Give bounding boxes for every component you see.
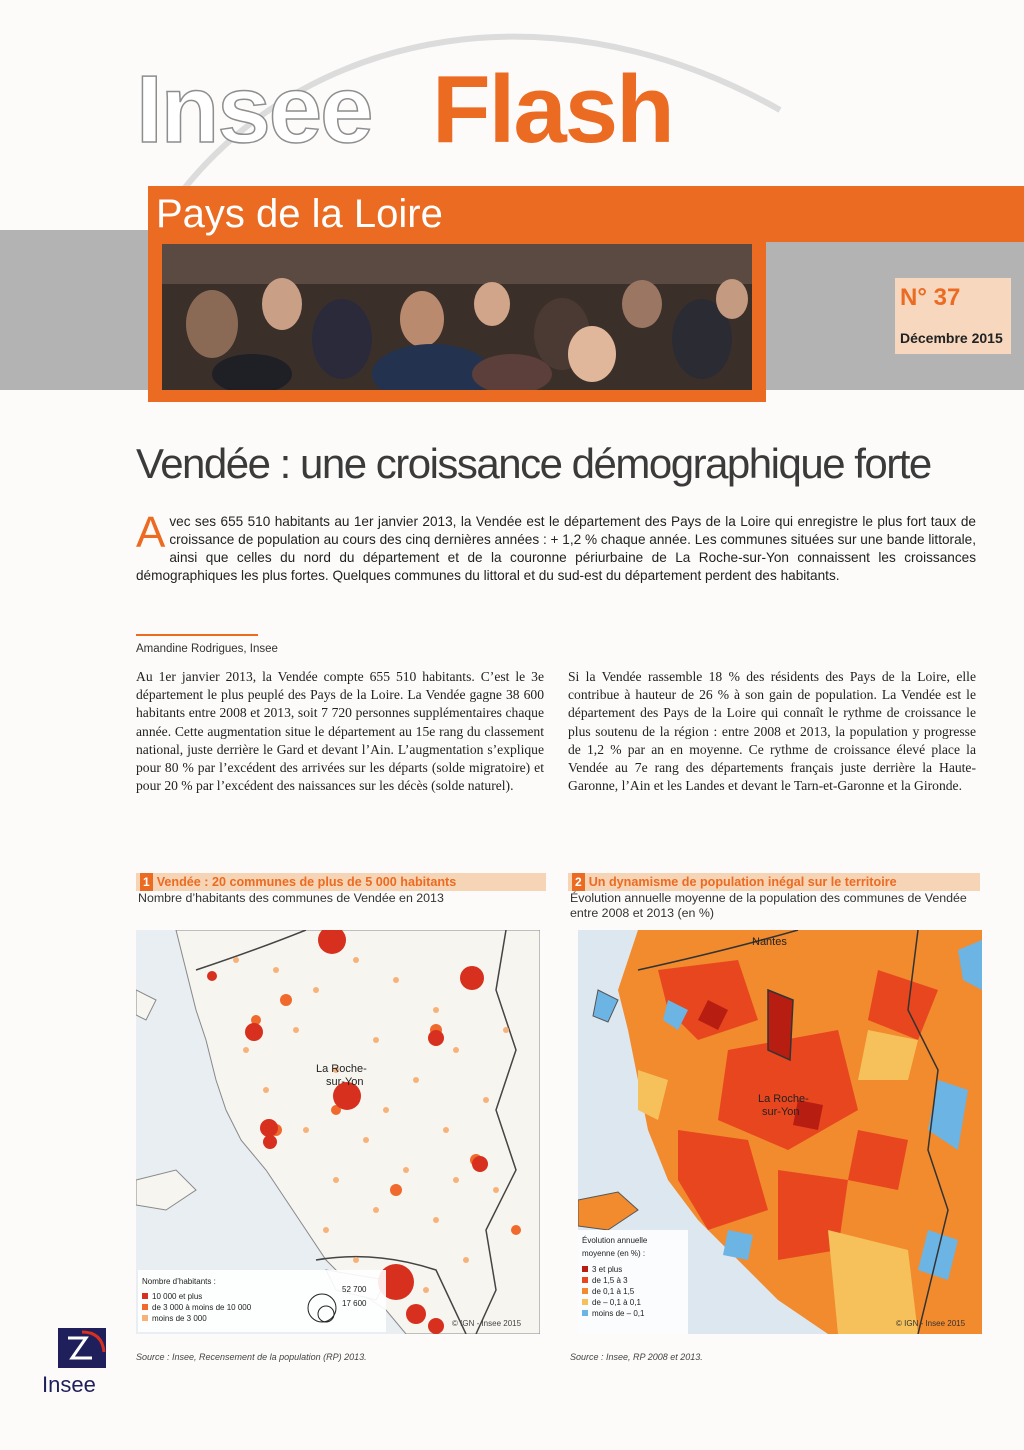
legend-swatch xyxy=(582,1266,588,1272)
map2-legend-title: Évolution annuelle xyxy=(582,1236,648,1245)
insee-logo-icon xyxy=(42,1328,106,1370)
figure-1-number: 1 xyxy=(140,873,153,891)
population-map xyxy=(136,930,540,1334)
map2-legend-item: 3 et plus xyxy=(592,1265,623,1274)
figure-2-number: 2 xyxy=(572,873,585,891)
figure-2-subtitle: Évolution annuelle moyenne de la population des communes de Vendée entre 2008 et 2013 (en %) xyxy=(570,891,967,920)
growth-map xyxy=(578,930,982,1334)
legend-swatch xyxy=(582,1288,588,1294)
brand-flash: Flash xyxy=(432,56,673,163)
crowd-photo xyxy=(162,244,752,390)
issue-number: N° 37 xyxy=(900,284,961,311)
map1-legend-item: moins de 3 000 xyxy=(152,1314,207,1323)
drop-cap: A xyxy=(136,508,166,557)
figure-1-title: Vendée : 20 communes de plus de 5 000 habitants xyxy=(156,875,457,889)
map1-city-label-2: sur-Yon xyxy=(326,1076,364,1088)
lead-text: vec ses 655 510 habitants au 1er janvier 2013, la Vendée est le département des Pays de la Loire qui enregistre le plus fort taux de croissance de population au cours des cinq dernières années : + 1,2 % chaque année. Les communes situées sur une bande littorale, ainsi que celles du nord du département et de la couronne périurbaine de La Roche-sur-Yon connaissent les croissances démographiques les plus fortes. Quelques communes du littoral et du sud-est du département perdent des habitants. xyxy=(136,514,976,583)
map1-credit: © IGN - Insee 2015 xyxy=(452,1319,522,1328)
legend-swatch xyxy=(142,1293,148,1299)
map1-circle-value: 17 600 xyxy=(342,1299,367,1308)
map2-credit: © IGN - Insee 2015 xyxy=(896,1319,966,1328)
brand-insee: Insee xyxy=(136,56,372,163)
insee-logo-text: Insee xyxy=(42,1372,96,1397)
figure-2-source: Source : Insee, RP 2008 et 2013. xyxy=(570,1352,703,1362)
legend-swatch xyxy=(142,1304,148,1310)
figure-1-header xyxy=(136,873,546,891)
region-label: Pays de la Loire xyxy=(156,192,443,236)
map1-legend-item: de 3 000 à moins de 10 000 xyxy=(152,1303,252,1312)
lead-paragraph xyxy=(136,508,976,585)
issue-date: Décembre 2015 xyxy=(900,330,1003,346)
map2-city-label-2: sur-Yon xyxy=(762,1106,800,1118)
figure-1-subtitle: Nombre d’habitants des communes de Vendée en 2013 xyxy=(138,891,444,905)
figure-2-title: Un dynamisme de population inégal sur le territoire xyxy=(588,875,897,889)
map1-legend-item: 10 000 et plus xyxy=(152,1292,203,1301)
map2-legend-item: de 1,5 à 3 xyxy=(592,1276,628,1285)
map2-legend-item: de – 0,1 à 0,1 xyxy=(592,1298,641,1307)
legend-swatch xyxy=(582,1310,588,1316)
legend-swatch xyxy=(142,1315,148,1321)
map2-legend-item: moins de – 0,1 xyxy=(592,1309,645,1318)
legend-swatch xyxy=(582,1277,588,1283)
article-title: Vendée : une croissance démographique forte xyxy=(136,440,931,487)
author-rule xyxy=(136,634,258,636)
author: Amandine Rodrigues, Insee xyxy=(136,643,278,655)
map2-city-label-1: La Roche- xyxy=(758,1093,809,1105)
body-column-1: Au 1er janvier 2013, la Vendée compte 655 510 habitants. C’est le 3e département le plus peuplé des Pays de la Loire. La Vendée gagne 38 600 habitants entre 2008 et 2013, soit 7 720 personnes supplémentaires chaque année. Cette augmentation situe le département au 15e rang du classement national, juste derrière le Gard et devant l’Ain. L’augmentation s’explique pour 80 % par l’excédent des arrivées sur les départs (solde migratoire) et pour 20 % par l’excédent des naissances sur les décès (solde naturel). xyxy=(136,669,544,794)
body-column-2: Si la Vendée rassemble 18 % des résidents des Pays de la Loire, elle contribue à hauteur de 26 % à son gain de population. La Vendée est le département des Pays de la Loire qui connaît le rythme de croissance le plus soutenu de la région : entre 2008 et 2013, la population y progresse de 1,2 % par an en moyenne. Ce rythme de croissance élevé place la Vendée au 7e rang des départements français juste derrière la Haute-Garonne, l’Ain et les Landes et devant le Tarn-et-Garonne et la Gironde. xyxy=(568,669,976,794)
figure-1-source: Source : Insee, Recensement de la population (RP) 2013. xyxy=(136,1352,367,1362)
map1-legend-title: Nombre d’habitants : xyxy=(142,1277,216,1286)
map2-legend-item: de 0,1 à 1,5 xyxy=(592,1287,635,1296)
legend-swatch xyxy=(582,1299,588,1305)
map1-city-label-1: La Roche- xyxy=(316,1063,367,1075)
map2-city-top: Nantes xyxy=(752,936,787,948)
figure-2-header xyxy=(568,873,980,891)
map1-circle-value: 52 700 xyxy=(342,1285,367,1294)
map2-legend-title: moyenne (en %) : xyxy=(582,1249,646,1258)
